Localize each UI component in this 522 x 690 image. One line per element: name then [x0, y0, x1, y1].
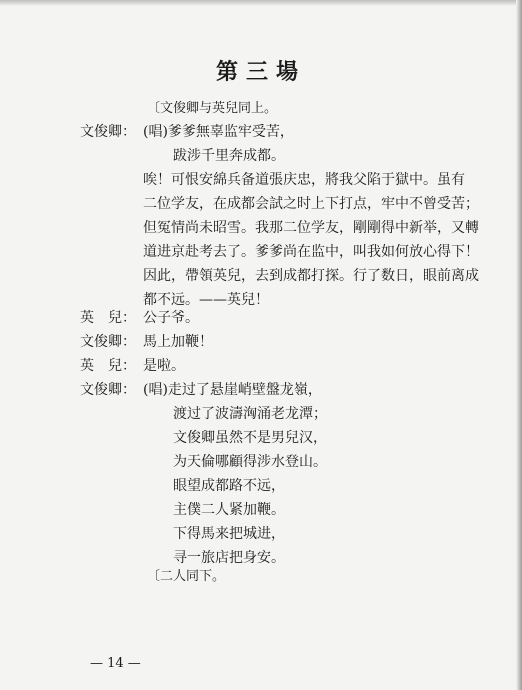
sung-line: 为天倫哪顧得涉水登山。 [173, 454, 327, 470]
sung-line: (唱)走过了悬崖峭壁盤龙嶺， [143, 382, 322, 398]
page-right-edge [516, 0, 522, 690]
dialogue-line: 馬上加鞭！ [143, 334, 213, 350]
sung-line: 文俊卿虽然不是男兒汉， [173, 430, 327, 446]
sung-line: (唱)爹爹無辜监牢受苦， [143, 124, 294, 140]
dialogue-line: 但冤情尚未昭雪。我那二位学友，剛剛得中新举，又轉 [143, 220, 479, 236]
page-number: — 14 — [90, 656, 141, 671]
speaker-label: 文俊卿： [80, 124, 136, 140]
page-top-edge [0, 0, 522, 6]
dialogue-line: 公子爷。 [143, 310, 199, 326]
sung-line: 渡过了波濤洶涌老龙潭； [173, 406, 327, 422]
dialogue-line: 是啦。 [143, 358, 185, 374]
sung-line: 主僕二人紧加鞭。 [173, 502, 285, 518]
sung-line: 寻一旅店把身安。 [173, 550, 285, 566]
stage-direction-enter: 〔文俊卿与英兒同上。 [147, 101, 278, 116]
dialogue-line: 唉！可恨安綿兵备道張庆忠，將我父陷于獄中。虽有 [143, 172, 465, 188]
sung-line: 眼望成都路不远， [173, 478, 285, 494]
sung-line: 跋涉千里奔成都。 [173, 148, 285, 164]
speaker-label: 英 兒： [80, 310, 136, 326]
sung-line: 下得馬来把城进， [173, 526, 285, 542]
dialogue-line: 都不远。——英兒！ [143, 292, 269, 308]
dialogue-line: 因此，帶領英兒，去到成都打探。行了数日，眼前离成 [143, 268, 479, 284]
dialogue-line: 道进京赴考去了。爹爹尚在监中，叫我如何放心得下！ [143, 244, 479, 260]
dialogue-line: 二位学友，在成都会試之时上下打点，牢中不曾受苦； [143, 196, 479, 212]
speaker-label: 文俊卿： [80, 334, 136, 350]
stage-direction-exit: 〔二人同下。 [147, 569, 226, 584]
speaker-label: 文俊卿： [80, 382, 136, 398]
scene-title: 第三場 [215, 59, 306, 85]
speaker-label: 英 兒： [80, 358, 136, 374]
